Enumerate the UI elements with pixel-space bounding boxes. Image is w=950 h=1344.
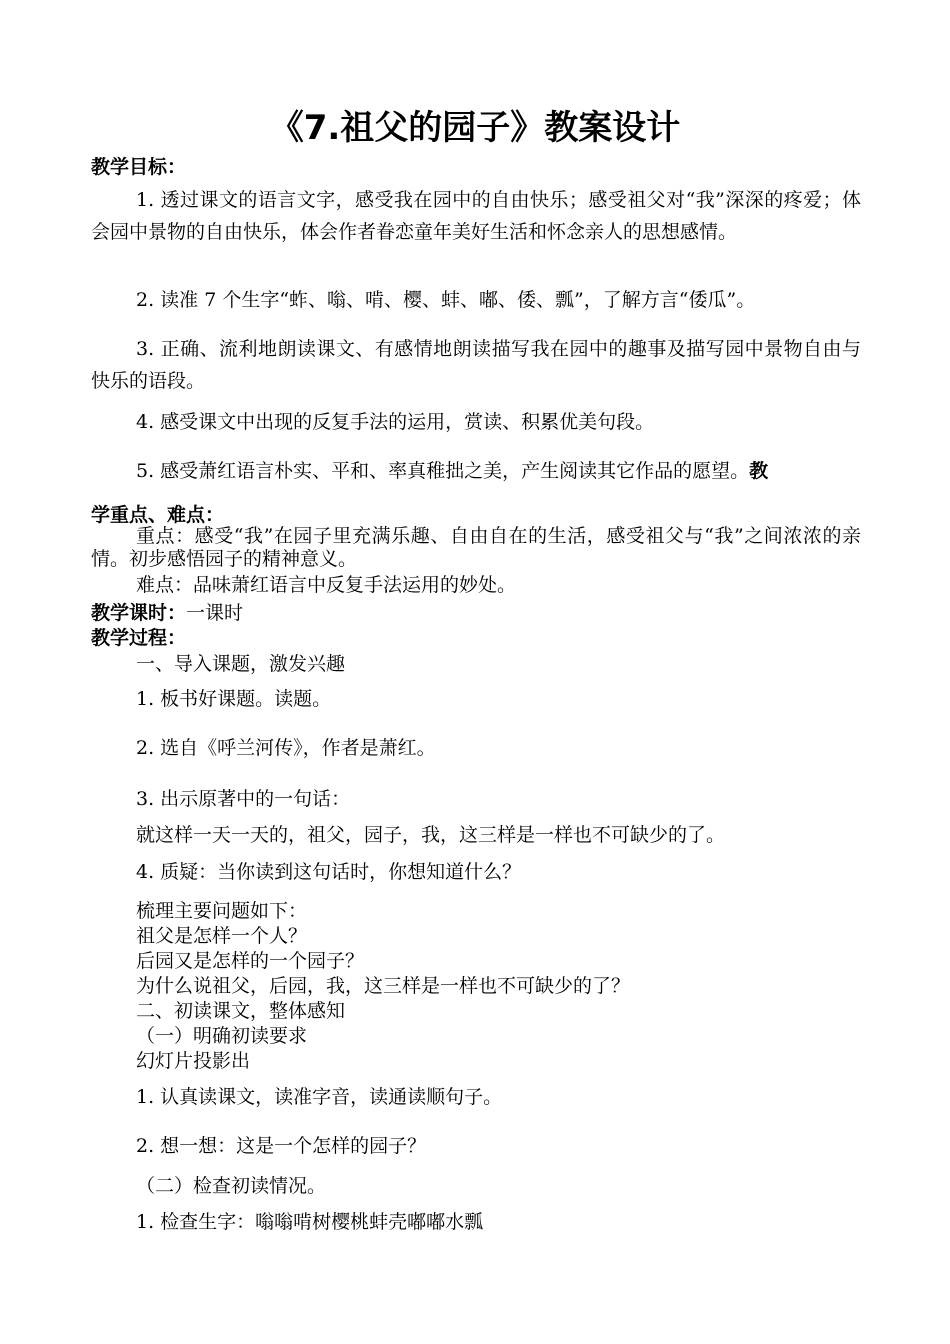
key-points-heading-start: 教 (749, 460, 769, 482)
process-line-5: 就这样一天一天的，祖父，园子，我，这三样是一样也不可缺少的了。 (136, 824, 726, 846)
process-line-9: 后园又是怎样的一个园子？ (136, 950, 365, 972)
goal-item-5 (91, 455, 861, 487)
process-heading: 教学过程： (91, 627, 187, 649)
process-line-4: 3. 出示原著中的一句话： (136, 788, 351, 810)
class-hours (91, 598, 243, 625)
process-line-3: 2. 选自《呼兰河传》，作者是萧红。 (136, 737, 436, 759)
class-hours-label: 教学课时： (91, 602, 187, 624)
goals-heading: 教学目标： (91, 156, 187, 178)
process-line-6: 4. 质疑：当你读到这句话时，你想知道什么？ (136, 861, 522, 883)
process-line-8: 祖父是怎样一个人？ (136, 925, 308, 947)
process-line-13: 幻灯片投影出 (136, 1050, 251, 1072)
key-point-focus: 重点：感受“我”在园子里充满乐趣、自由自在的生活，感受祖父与“我”之间浓浓的亲情。初步感悟园子的精神意义。 (91, 525, 861, 570)
goal-item-1: 1. 透过课文的语言文字，感受我在园中的自由快乐；感受祖父对“我”深深的疼爱；体会园中景物的自由快乐，体会作者眷恋童年美好生活和怀念亲人的思想感情。 (91, 189, 861, 243)
process-line-12: （一）明确初读要求 (136, 1025, 308, 1047)
process-line-10: 为什么说祖父，后园，我，这三样是一样也不可缺少的了？ (136, 975, 631, 997)
key-points-heading: 学重点、难点： (91, 504, 225, 526)
process-line-11: 二、初读课文，整体感知 (136, 1000, 346, 1022)
process-line-2: 1. 板书好课题。读题。 (136, 688, 332, 710)
process-line-1: 一、导入课题，激发兴趣 (136, 653, 346, 675)
process-line-14: 1. 认真读课文，读准字音，读通读顺句子。 (136, 1086, 503, 1108)
goal-item-5-text: 5. 感受萧红语言朴实、平和、率真稚拙之美，产生阅读其它作品的愿望。 (136, 460, 750, 482)
process-line-15: 2. 想一想：这是一个怎样的园子？ (136, 1135, 427, 1157)
process-line-16: （二）检查初读情况。 (136, 1175, 327, 1197)
goal-item-2: 2. 读准 7 个生字“蚱、嗡、啃、樱、蚌、嘟、倭、瓢”，了解方言“倭瓜”。 (136, 289, 756, 311)
document-title: 《7.祖父的园子》教案设计 (269, 108, 681, 148)
goal-item-3: 3. 正确、流利地朗读课文、有感情地朗读描写我在园中的趣事及描写园中景物自由与快乐的语段。 (91, 338, 861, 392)
goal-item-4: 4. 感受课文中出现的反复手法的运用，赏读、积累优美句段。 (136, 411, 655, 433)
class-hours-value: 一课时 (186, 602, 244, 624)
process-line-7: 梳理主要问题如下： (136, 900, 308, 922)
process-line-17: 1. 检查生字：嗡嗡啃树樱桃蚌壳嘟嘟水瓢 (136, 1211, 484, 1233)
key-point-difficulty: 难点：品味萧红语言中反复手法运用的妙处。 (136, 574, 517, 596)
